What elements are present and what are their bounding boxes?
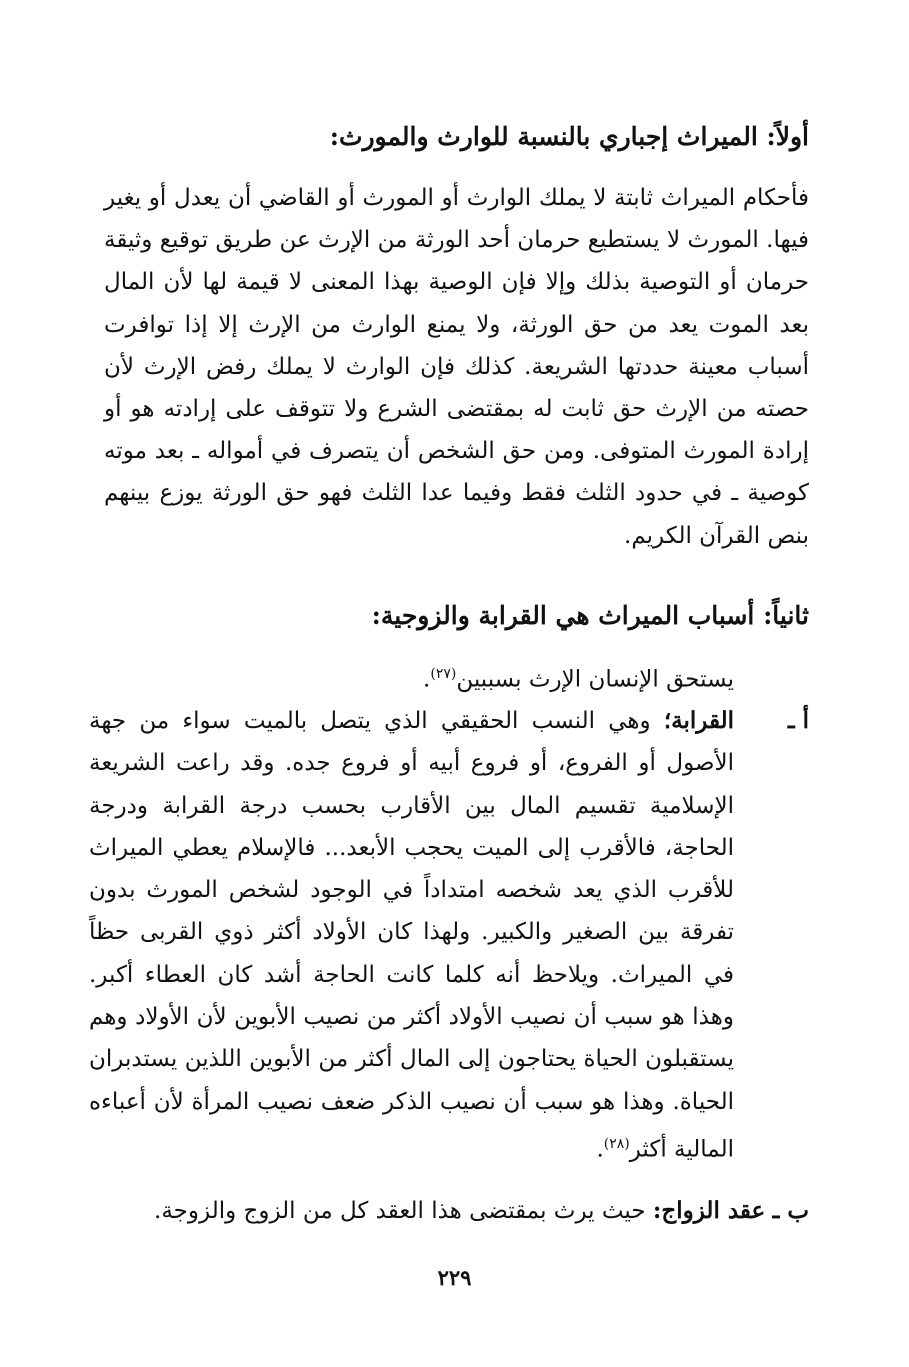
item-text: حيث يرث بمقتضى هذا العقد كل من الزوج والزوجة. <box>154 1198 646 1224</box>
section-heading-first <box>109 115 809 159</box>
page-number: ٢٢٩ <box>437 1265 472 1290</box>
section-paragraph: فأحكام الميراث ثابتة لا يملك الوارث أو المورث أو القاضي أن يعدل أو يغير فيها. المورث لا يستطيع حرمان أحد الورثة من الإرث عن طريق توقيع وثيقة حرمان أو التوصية بذلك وإلا فإن الوصية بهذا المعنى لا قيمة لها لأن المال بعد الموت يعد من حق الورثة، ولا يمنع الوارث من الإرث إلا إذا توافرت أسباب معينة حددتها الشريعة. كذلك فإن الوارث لا يملك رفض الإرث لأن حصته من الإرث حق ثابت له بمقتضى الشرع ولا تتوقف على إرادته هو أو إرادة المورث المتوفى. ومن حق الشخص أن يتصرف في أمواله ـ بعد موته كوصية ـ في حدود الثلث فقط وفيما عدا الثلث فهو حق الورثة يوزع بينهم بنص القرآن الكريم. <box>104 185 810 549</box>
section-heading-second <box>109 594 809 638</box>
section-label: أولاً: <box>766 122 809 151</box>
list-item-body <box>89 1190 809 1232</box>
footnote-ref: (٢٧) <box>430 666 457 682</box>
section-intro <box>94 652 734 702</box>
section-label: ثانياً: <box>763 601 809 630</box>
item-term: عقد الزواج: <box>652 1197 766 1224</box>
item-text: وهي النسب الحقيقي الذي يتصل بالميت سواء من جهة الأصول أو الفروع، أو فروع أبيه أو فروع جده. وقد راعت الشريعة الإسلامية تقسيم المال بين الأقارب بحسب درجة القرابة ودرجة الحاجة، فالأقرب إلى الميت يحجب الأبعد... فالإسلام يعطي الميراث للأقرب الذي يعد شخصه امتداداً في الوجود لشخص المورث بدون تفرقة بين الصغير والكبير. ولهذا كان الأولاد أكثر ذوي القربى حظاً في الميراث. ويلاحظ أنه كلما كانت الحاجة أشد كان العطاء أكبر. وهذا هو سبب أن نصيب الأولاد أكثر من نصيب الأبوين لأن الأولاد وهم يستقبلون الحياة يحتاجون إلى المال أكثر من الأبوين اللذين يستدبران الحياة. وهذا هو سبب أن نصيب الذكر ضعف نصيب المرأة لأن أعباءه المالية أكثر <box>89 708 734 1163</box>
list-marker: أ ـ <box>787 707 809 734</box>
list-item-marriage <box>89 1190 809 1232</box>
section-title: أسباب الميراث هي القرابة والزوجية: <box>371 601 755 630</box>
item-term: القرابة؛ <box>663 707 735 734</box>
footnote-ref: (٢٨) <box>603 1135 630 1152</box>
period: . <box>423 666 431 693</box>
list-marker: ب ـ <box>772 1197 809 1224</box>
section-title: الميراث إجباري بالنسبة للوارث والمورث: <box>329 122 758 151</box>
list-item-kinship <box>89 700 809 1171</box>
list-item-body <box>89 700 734 1171</box>
period: . <box>596 1136 604 1163</box>
intro-text: يستحق الإنسان الإرث بسببين <box>456 666 734 693</box>
